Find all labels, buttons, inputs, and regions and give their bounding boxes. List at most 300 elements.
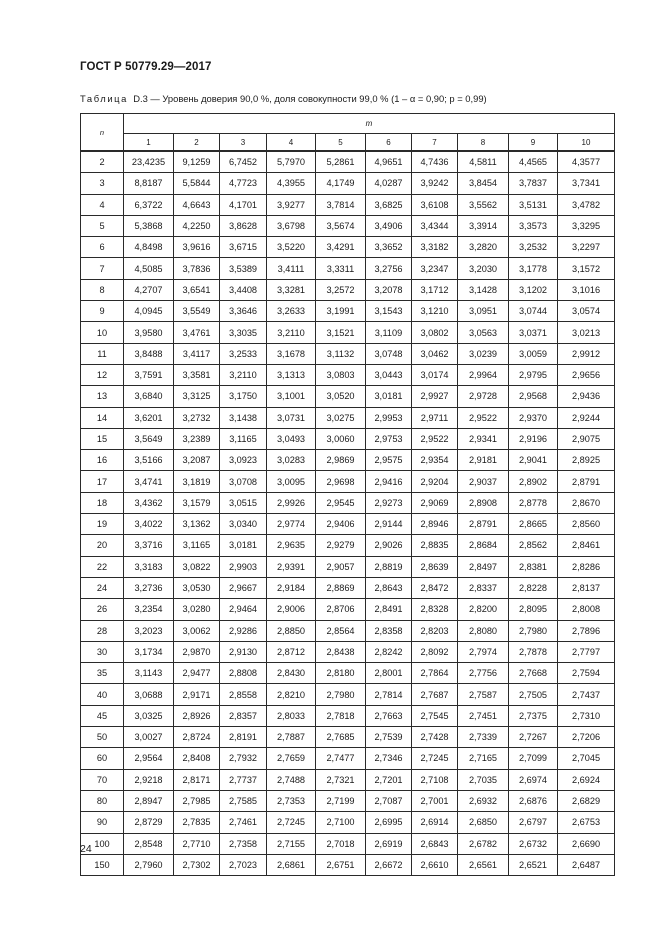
factor-value-cell: 3,1001 (267, 386, 316, 407)
factor-value-cell: 3,0951 (458, 301, 509, 322)
factor-value-cell: 2,8472 (412, 577, 458, 598)
factor-value-cell: 2,9006 (267, 599, 316, 620)
factor-value-cell: 2,9774 (267, 514, 316, 535)
factor-value-cell: 2,9667 (220, 577, 267, 598)
table-row (81, 556, 615, 577)
factor-value-cell: 3,0822 (174, 556, 220, 577)
factor-value-cell: 3,0515 (220, 492, 267, 513)
table-caption-label: Таблица (80, 93, 128, 104)
factor-value-cell: 3,1362 (174, 514, 220, 535)
factor-value-cell: 3,4111 (267, 258, 316, 279)
factor-value-cell: 3,4782 (558, 194, 615, 215)
n-value-cell: 40 (81, 684, 124, 705)
factor-value-cell: 3,7836 (174, 258, 220, 279)
factor-value-cell: 2,9171 (174, 684, 220, 705)
factor-value-cell: 2,9477 (174, 663, 220, 684)
factor-value-cell: 2,6932 (458, 790, 509, 811)
factor-value-cell: 4,8498 (124, 237, 174, 258)
factor-value-cell: 2,7980 (316, 684, 366, 705)
factor-value-cell: 3,1313 (267, 364, 316, 385)
factor-value-cell: 2,7099 (509, 748, 558, 769)
factor-value-cell: 3,1143 (124, 663, 174, 684)
factor-value-cell: 2,7594 (558, 663, 615, 684)
factor-value-cell: 3,0325 (124, 705, 174, 726)
factor-value-cell: 2,6850 (458, 812, 509, 833)
factor-value-cell: 2,6753 (558, 812, 615, 833)
n-value-cell: 30 (81, 641, 124, 662)
m-column-header: 2 (174, 134, 220, 152)
factor-value-cell: 4,3577 (558, 151, 615, 173)
n-value-cell: 9 (81, 301, 124, 322)
factor-value-cell: 2,8706 (316, 599, 366, 620)
factor-value-cell: 2,7023 (220, 854, 267, 875)
factor-value-cell: 3,9580 (124, 322, 174, 343)
factor-value-cell: 3,4408 (220, 279, 267, 300)
factor-value-cell: 2,9416 (366, 471, 412, 492)
factor-value-cell: 2,6690 (558, 833, 615, 854)
factor-value-cell: 2,8670 (558, 492, 615, 513)
table-row (81, 173, 615, 194)
factor-value-cell: 2,7864 (412, 663, 458, 684)
factor-value-cell: 3,7814 (316, 194, 366, 215)
factor-value-cell: 3,7591 (124, 364, 174, 385)
factor-value-cell: 3,1750 (220, 386, 267, 407)
n-value-cell: 4 (81, 194, 124, 215)
factor-value-cell: 2,8548 (124, 833, 174, 854)
factor-value-cell: 2,7451 (458, 705, 509, 726)
factor-value-cell: 2,8564 (316, 620, 366, 641)
table-row (81, 450, 615, 471)
factor-value-cell: 2,7165 (458, 748, 509, 769)
factor-value-cell: 3,2030 (458, 258, 509, 279)
factor-value-cell: 3,4761 (174, 322, 220, 343)
factor-value-cell: 3,0213 (558, 322, 615, 343)
table-row (81, 577, 615, 598)
factor-value-cell: 2,9184 (267, 577, 316, 598)
n-value-cell: 70 (81, 769, 124, 790)
m-values-header-row (81, 134, 615, 152)
factor-value-cell: 3,1572 (558, 258, 615, 279)
factor-value-cell: 2,7710 (174, 833, 220, 854)
factor-value-cell: 2,9181 (458, 450, 509, 471)
factor-value-cell: 2,7980 (509, 620, 558, 641)
factor-value-cell: 3,4022 (124, 514, 174, 535)
factor-value-cell: 3,2078 (366, 279, 412, 300)
factor-value-cell: 4,7436 (412, 151, 458, 173)
factor-value-cell: 3,1210 (412, 301, 458, 322)
factor-value-cell: 2,7245 (412, 748, 458, 769)
table-row (81, 407, 615, 428)
factor-value-cell: 4,5811 (458, 151, 509, 173)
factor-value-cell: 3,0574 (558, 301, 615, 322)
n-value-cell: 17 (81, 471, 124, 492)
factor-value-cell: 2,6876 (509, 790, 558, 811)
factor-value-cell: 3,3914 (458, 215, 509, 236)
factor-value-cell: 3,1521 (316, 322, 366, 343)
factor-value-cell: 3,0181 (366, 386, 412, 407)
n-value-cell: 5 (81, 215, 124, 236)
factor-value-cell: 3,1543 (366, 301, 412, 322)
factor-value-cell: 2,7896 (558, 620, 615, 641)
factor-value-cell: 2,7887 (267, 727, 316, 748)
factor-value-cell: 3,2389 (174, 428, 220, 449)
factor-value-cell: 2,6861 (267, 854, 316, 875)
factor-value-cell: 2,7087 (366, 790, 412, 811)
factor-value-cell: 2,8684 (458, 535, 509, 556)
factor-value-cell: 2,6995 (366, 812, 412, 833)
factor-value-cell: 3,7341 (558, 173, 615, 194)
factor-value-cell: 4,7723 (220, 173, 267, 194)
factor-value-cell: 3,1579 (174, 492, 220, 513)
m-column-header: 6 (366, 134, 412, 152)
factor-value-cell: 3,4117 (174, 343, 220, 364)
factor-value-cell: 4,0945 (124, 301, 174, 322)
factor-value-cell: 2,9436 (558, 386, 615, 407)
factor-value-cell: 2,7375 (509, 705, 558, 726)
factor-value-cell: 2,7985 (174, 790, 220, 811)
factor-value-cell: 3,0688 (124, 684, 174, 705)
factor-value-cell: 2,7199 (316, 790, 366, 811)
factor-value-cell: 2,6829 (558, 790, 615, 811)
factor-value-cell: 2,8358 (366, 620, 412, 641)
factor-value-cell: 2,8778 (509, 492, 558, 513)
factor-value-cell: 4,9651 (366, 151, 412, 173)
factor-value-cell: 2,8947 (124, 790, 174, 811)
factor-value-cell: 2,8497 (458, 556, 509, 577)
n-value-cell: 60 (81, 748, 124, 769)
table-body (81, 151, 615, 876)
factor-value-cell: 2,6561 (458, 854, 509, 875)
table-row (81, 322, 615, 343)
factor-value-cell: 3,3311 (316, 258, 366, 279)
factor-value-cell: 2,8902 (509, 471, 558, 492)
factor-value-cell: 2,6672 (366, 854, 412, 875)
factor-value-cell: 2,9903 (220, 556, 267, 577)
factor-value-cell: 2,8791 (458, 514, 509, 535)
factor-value-cell: 2,9279 (316, 535, 366, 556)
factor-value-cell: 2,8242 (366, 641, 412, 662)
factor-value-cell: 2,7685 (316, 727, 366, 748)
factor-value-cell: 3,0280 (174, 599, 220, 620)
factor-value-cell: 2,8946 (412, 514, 458, 535)
factor-value-cell: 3,1428 (458, 279, 509, 300)
factor-value-cell: 2,8008 (558, 599, 615, 620)
factor-value-cell: 3,0060 (316, 428, 366, 449)
table-caption (80, 93, 487, 104)
m-column-header: 9 (509, 134, 558, 152)
table-row (81, 194, 615, 215)
factor-value-cell: 2,9075 (558, 428, 615, 449)
factor-value-cell: 2,7353 (267, 790, 316, 811)
factor-value-cell: 2,8286 (558, 556, 615, 577)
m-column-header: 5 (316, 134, 366, 152)
factor-value-cell: 2,9341 (458, 428, 509, 449)
factor-value-cell: 2,7206 (558, 727, 615, 748)
n-value-cell: 90 (81, 812, 124, 833)
factor-value-cell: 3,4291 (316, 237, 366, 258)
factor-value-cell: 2,6924 (558, 769, 615, 790)
factor-value-cell: 2,9391 (267, 556, 316, 577)
factor-value-cell: 2,8560 (558, 514, 615, 535)
factor-value-cell: 3,8454 (458, 173, 509, 194)
n-value-cell: 2 (81, 151, 124, 173)
factor-value-cell: 2,7018 (316, 833, 366, 854)
table-row (81, 428, 615, 449)
factor-value-cell: 2,8408 (174, 748, 220, 769)
n-value-cell: 22 (81, 556, 124, 577)
factor-value-cell: 3,0744 (509, 301, 558, 322)
factor-value-cell: 3,0283 (267, 450, 316, 471)
factor-value-cell: 2,7488 (267, 769, 316, 790)
factor-value-cell: 3,1712 (412, 279, 458, 300)
factor-value-cell: 3,6798 (267, 215, 316, 236)
factor-value-cell: 2,8850 (267, 620, 316, 641)
factor-value-cell: 2,8665 (509, 514, 558, 535)
table-row (81, 663, 615, 684)
factor-value-cell: 2,9406 (316, 514, 366, 535)
factor-value-cell: 2,9698 (316, 471, 366, 492)
factor-value-cell: 2,9464 (220, 599, 267, 620)
factor-value-cell: 9,1259 (174, 151, 220, 173)
factor-value-cell: 3,0803 (316, 364, 366, 385)
factor-value-cell: 2,8869 (316, 577, 366, 598)
factor-value-cell: 3,5562 (458, 194, 509, 215)
factor-value-cell: 3,3295 (558, 215, 615, 236)
factor-value-cell: 2,6782 (458, 833, 509, 854)
factor-value-cell: 2,9522 (458, 407, 509, 428)
factor-value-cell: 2,9370 (509, 407, 558, 428)
factor-value-cell: 2,7477 (316, 748, 366, 769)
factor-value-cell: 2,9273 (366, 492, 412, 513)
factor-value-cell: 2,8461 (558, 535, 615, 556)
factor-value-cell: 2,8001 (366, 663, 412, 684)
table-row (81, 514, 615, 535)
factor-value-cell: 2,8791 (558, 471, 615, 492)
n-column-header: n (81, 114, 124, 152)
n-value-cell: 12 (81, 364, 124, 385)
factor-value-cell: 3,5649 (124, 428, 174, 449)
factor-value-cell: 2,9926 (267, 492, 316, 513)
factor-value-cell: 2,7687 (412, 684, 458, 705)
table-row (81, 279, 615, 300)
n-value-cell: 28 (81, 620, 124, 641)
table-row (81, 301, 615, 322)
factor-value-cell: 2,6919 (366, 833, 412, 854)
factor-value-cell: 2,8203 (412, 620, 458, 641)
factor-value-cell: 3,2354 (124, 599, 174, 620)
factor-value-cell: 2,8180 (316, 663, 366, 684)
factor-value-cell: 2,8819 (366, 556, 412, 577)
factor-value-cell: 2,8357 (220, 705, 267, 726)
factor-value-cell: 2,6914 (412, 812, 458, 833)
header-row-top (81, 114, 615, 134)
factor-value-cell: 2,7974 (458, 641, 509, 662)
factor-value-cell: 3,0027 (124, 727, 174, 748)
factor-value-cell: 3,0062 (174, 620, 220, 641)
n-value-cell: 18 (81, 492, 124, 513)
factor-value-cell: 2,8491 (366, 599, 412, 620)
table-row (81, 364, 615, 385)
factor-value-cell: 3,3646 (220, 301, 267, 322)
factor-value-cell: 2,8430 (267, 663, 316, 684)
factor-value-cell: 2,8033 (267, 705, 316, 726)
factor-value-cell: 2,7818 (316, 705, 366, 726)
factor-value-cell: 3,8488 (124, 343, 174, 364)
factor-value-cell: 2,8729 (124, 812, 174, 833)
factor-value-cell: 3,4741 (124, 471, 174, 492)
m-column-header: 7 (412, 134, 458, 152)
factor-value-cell: 2,8328 (412, 599, 458, 620)
table-row (81, 471, 615, 492)
factor-value-cell: 2,7505 (509, 684, 558, 705)
document-code: ГОСТ Р 50779.29—2017 (80, 61, 212, 73)
factor-value-cell: 2,9204 (412, 471, 458, 492)
factor-value-cell: 3,9242 (412, 173, 458, 194)
factor-value-cell: 3,2633 (267, 301, 316, 322)
table-row (81, 790, 615, 811)
factor-value-cell: 2,7001 (412, 790, 458, 811)
factor-value-cell: 3,5220 (267, 237, 316, 258)
n-value-cell: 14 (81, 407, 124, 428)
factor-value-cell: 2,7035 (458, 769, 509, 790)
factor-value-cell: 2,6843 (412, 833, 458, 854)
factor-value-cell: 3,6201 (124, 407, 174, 428)
factor-value-cell: 2,8095 (509, 599, 558, 620)
n-value-cell: 15 (81, 428, 124, 449)
factor-value-cell: 3,1165 (174, 535, 220, 556)
factor-value-cell: 2,7267 (509, 727, 558, 748)
factor-value-cell: 2,7539 (366, 727, 412, 748)
factor-value-cell: 2,8643 (366, 577, 412, 598)
factor-value-cell: 2,7932 (220, 748, 267, 769)
n-value-cell: 20 (81, 535, 124, 556)
factor-value-cell: 6,7452 (220, 151, 267, 173)
table-row (81, 812, 615, 833)
factor-value-cell: 3,1016 (558, 279, 615, 300)
factor-value-cell: 4,2250 (174, 215, 220, 236)
factor-value-cell: 2,9144 (366, 514, 412, 535)
factor-value-cell: 3,6108 (412, 194, 458, 215)
factor-value-cell: 2,7428 (412, 727, 458, 748)
factor-value-cell: 2,7585 (220, 790, 267, 811)
factor-value-cell: 3,4906 (366, 215, 412, 236)
factor-value-cell: 2,8925 (558, 450, 615, 471)
factor-value-cell: 3,0443 (366, 364, 412, 385)
factor-value-cell: 4,5085 (124, 258, 174, 279)
factor-value-cell: 3,2572 (316, 279, 366, 300)
factor-value-cell: 3,0708 (220, 471, 267, 492)
factor-value-cell: 3,6825 (366, 194, 412, 215)
factor-value-cell: 5,3868 (124, 215, 174, 236)
factor-value-cell: 3,1734 (124, 641, 174, 662)
factor-value-cell: 5,7970 (267, 151, 316, 173)
factor-value-cell: 2,9244 (558, 407, 615, 428)
factor-value-cell: 3,2023 (124, 620, 174, 641)
table-row (81, 386, 615, 407)
m-column-header: 1 (124, 134, 174, 152)
factor-value-cell: 8,8187 (124, 173, 174, 194)
n-value-cell: 8 (81, 279, 124, 300)
factor-value-cell: 3,2732 (174, 407, 220, 428)
factor-value-cell: 2,7201 (366, 769, 412, 790)
n-value-cell: 19 (81, 514, 124, 535)
table-row (81, 833, 615, 854)
table-row (81, 258, 615, 279)
factor-value-cell: 5,2861 (316, 151, 366, 173)
factor-value-cell: 2,7310 (558, 705, 615, 726)
table-row (81, 854, 615, 875)
m-column-header: 3 (220, 134, 267, 152)
factor-value-cell: 2,9196 (509, 428, 558, 449)
m-column-header: 8 (458, 134, 509, 152)
factor-value-cell: 2,8558 (220, 684, 267, 705)
factor-value-cell: 2,6521 (509, 854, 558, 875)
factor-value-cell: 3,2347 (412, 258, 458, 279)
factor-value-cell: 2,7302 (174, 854, 220, 875)
factor-value-cell: 2,8191 (220, 727, 267, 748)
factor-value-cell: 3,2736 (124, 577, 174, 598)
n-value-cell: 45 (81, 705, 124, 726)
factor-value-cell: 2,9927 (412, 386, 458, 407)
factor-value-cell: 3,3716 (124, 535, 174, 556)
factor-value-cell: 3,6840 (124, 386, 174, 407)
n-value-cell: 7 (81, 258, 124, 279)
factor-value-cell: 2,7668 (509, 663, 558, 684)
factor-value-cell: 2,9218 (124, 769, 174, 790)
factor-value-cell: 3,5549 (174, 301, 220, 322)
factor-value-cell: 2,8171 (174, 769, 220, 790)
factor-value-cell: 4,6643 (174, 194, 220, 215)
factor-value-cell: 2,7045 (558, 748, 615, 769)
factor-value-cell: 2,7814 (366, 684, 412, 705)
factor-value-cell: 2,9545 (316, 492, 366, 513)
factor-value-cell: 2,9795 (509, 364, 558, 385)
table-row (81, 727, 615, 748)
factor-value-cell: 2,7659 (267, 748, 316, 769)
factor-value-cell: 4,1749 (316, 173, 366, 194)
table-row (81, 748, 615, 769)
factor-value-cell: 2,7245 (267, 812, 316, 833)
factor-value-cell: 3,5389 (220, 258, 267, 279)
n-value-cell: 150 (81, 854, 124, 875)
factor-value-cell: 2,9354 (412, 450, 458, 471)
factor-value-cell: 2,9037 (458, 471, 509, 492)
factor-value-cell: 2,7737 (220, 769, 267, 790)
factor-value-cell: 4,2707 (124, 279, 174, 300)
n-value-cell: 11 (81, 343, 124, 364)
factor-value-cell: 6,3722 (124, 194, 174, 215)
factor-value-cell: 2,9522 (412, 428, 458, 449)
factor-value-cell: 2,9869 (316, 450, 366, 471)
factor-value-cell: 2,9753 (366, 428, 412, 449)
factor-value-cell: 3,7837 (509, 173, 558, 194)
factor-value-cell: 2,8712 (267, 641, 316, 662)
factor-value-cell: 2,7835 (174, 812, 220, 833)
factor-value-cell: 3,0520 (316, 386, 366, 407)
factor-value-cell: 3,0275 (316, 407, 366, 428)
factor-value-cell: 3,1438 (220, 407, 267, 428)
factor-value-cell: 3,6541 (174, 279, 220, 300)
table-row (81, 237, 615, 258)
factor-value-cell: 3,2087 (174, 450, 220, 471)
factor-value-cell: 3,0095 (267, 471, 316, 492)
factor-value-cell: 3,8628 (220, 215, 267, 236)
factor-value-cell: 3,1132 (316, 343, 366, 364)
factor-value-cell: 2,9041 (509, 450, 558, 471)
factor-value-cell: 3,1819 (174, 471, 220, 492)
factor-value-cell: 3,4344 (412, 215, 458, 236)
factor-value-cell: 3,0371 (509, 322, 558, 343)
